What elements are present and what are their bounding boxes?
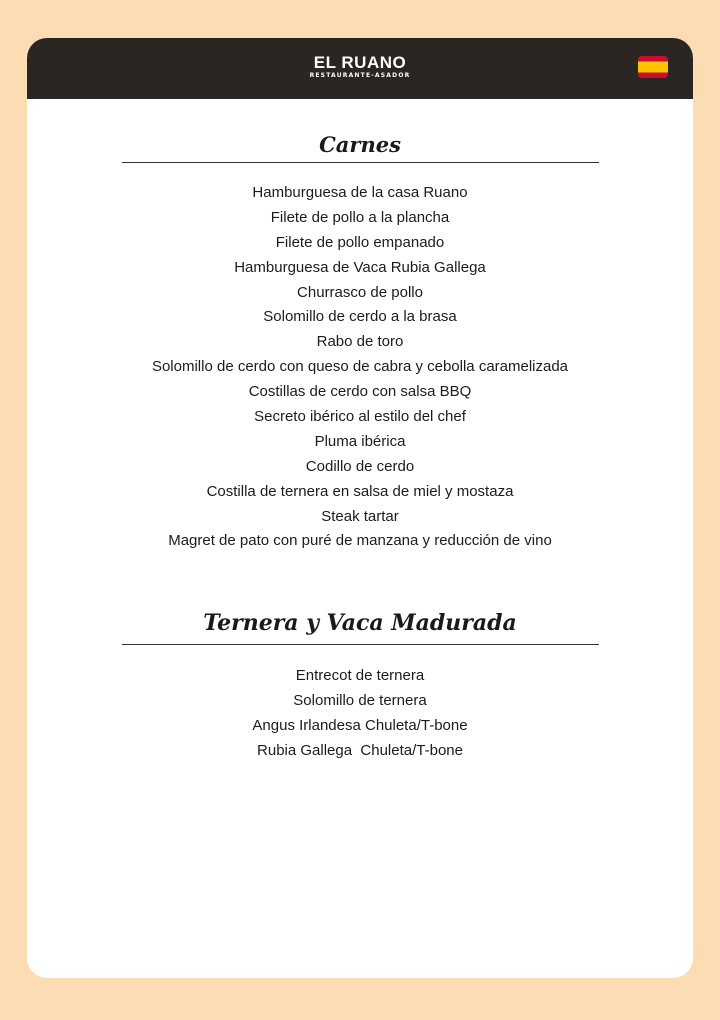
brand-name: EL RUANO bbox=[313, 53, 407, 72]
list-item: Rubia Gallega Chuleta/T-bone bbox=[257, 741, 463, 759]
carnes-list bbox=[27, 181, 693, 554]
list-item: Codillo de cerdo bbox=[305, 457, 415, 475]
list-item: Entrecot de ternera bbox=[295, 667, 425, 684]
list-item: Rabo de toro bbox=[316, 333, 404, 351]
list-item: Pluma ibérica bbox=[314, 432, 406, 450]
list-item: Filete de pollo a la plancha bbox=[270, 208, 450, 226]
menu-card bbox=[27, 38, 693, 978]
header-bar bbox=[27, 38, 693, 99]
spain-flag-icon[interactable] bbox=[638, 56, 668, 78]
list-item: Filete de pollo empanado bbox=[275, 233, 445, 251]
list-item: Costillas de cerdo con salsa BBQ bbox=[248, 383, 472, 401]
list-item: Solomillo de ternera bbox=[293, 691, 427, 709]
section-title-ternera: Ternera y Vaca Madurada bbox=[203, 610, 517, 636]
ternera-list bbox=[27, 664, 693, 764]
section-title-carnes: Carnes bbox=[319, 132, 401, 157]
list-item: Hamburguesa de la casa Ruano bbox=[252, 184, 468, 201]
list-item: Costilla de ternera en salsa de miel y mostaza bbox=[206, 482, 514, 500]
list-item: Solomillo de cerdo a la brasa bbox=[263, 308, 457, 326]
list-item: Churrasco de pollo bbox=[297, 283, 423, 301]
section-divider bbox=[122, 644, 599, 645]
list-item: Steak tartar bbox=[321, 507, 399, 525]
list-item: Solomillo de cerdo con queso de cabra y cebolla caramelizada bbox=[151, 358, 569, 376]
list-item: Secreto ibérico al estilo del chef bbox=[254, 408, 466, 426]
list-item: Angus Irlandesa Chuleta/T-bone bbox=[252, 716, 468, 734]
brand-logo bbox=[27, 54, 693, 80]
list-item: Magret de pato con puré de manzana y reducción de vino bbox=[168, 532, 552, 550]
list-item: Hamburguesa de Vaca Rubia Gallega bbox=[234, 258, 486, 276]
brand-subtitle: RESTAURANTE-ASADOR bbox=[309, 72, 411, 79]
section-divider bbox=[122, 162, 599, 163]
